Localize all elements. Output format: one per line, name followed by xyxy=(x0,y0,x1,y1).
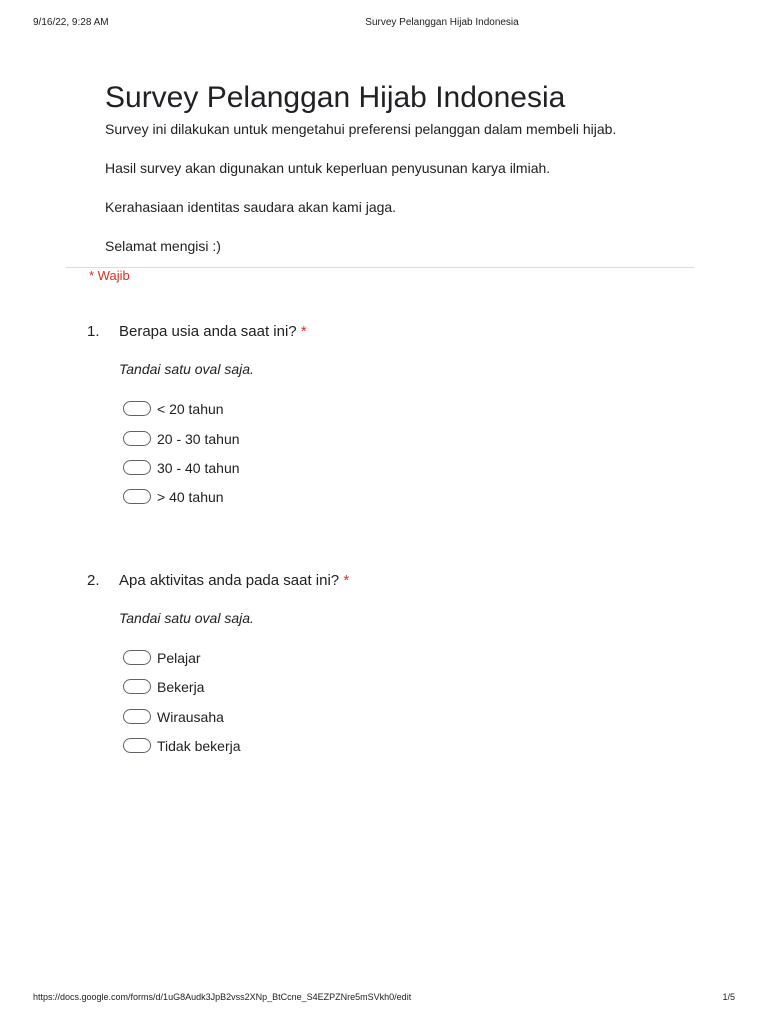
header-divider xyxy=(66,267,694,268)
radio-oval[interactable] xyxy=(123,401,151,416)
form-description-line: Kerahasiaan identitas saudara akan kami jaga. xyxy=(105,199,397,215)
option-label: 20 - 30 tahun xyxy=(157,431,240,447)
required-note: * Wajib xyxy=(89,268,130,283)
radio-oval[interactable] xyxy=(123,460,151,475)
form-description-line: Hasil survey akan digunakan untuk keperluan penyusunan karya ilmiah. xyxy=(105,160,551,176)
question-text: Berapa usia anda saat ini? * xyxy=(119,323,307,340)
radio-oval[interactable] xyxy=(123,679,151,694)
print-header xyxy=(0,17,768,33)
question-text: Apa aktivitas anda pada saat ini? * xyxy=(119,572,350,589)
radio-oval[interactable] xyxy=(123,709,151,724)
radio-oval[interactable] xyxy=(123,489,151,504)
print-date: 9/16/22, 9:28 AM xyxy=(33,17,109,28)
required-asterisk: * xyxy=(300,323,307,340)
page-number: 1/5 xyxy=(722,992,735,1002)
option-label: Bekerja xyxy=(157,679,205,695)
form-title: Survey Pelanggan Hijab Indonesia xyxy=(105,81,566,114)
form-description-line: Selamat mengisi :) xyxy=(105,238,221,254)
option-label: Wirausaha xyxy=(157,709,224,725)
question-number: 1. xyxy=(87,323,100,340)
option-label: Pelajar xyxy=(157,650,201,666)
radio-oval[interactable] xyxy=(123,431,151,446)
option-label: 30 - 40 tahun xyxy=(157,460,240,476)
option-label: < 20 tahun xyxy=(157,401,224,417)
form-description-line: Survey ini dilakukan untuk mengetahui preferensi pelanggan dalam membeli hijab. xyxy=(105,121,617,137)
radio-oval[interactable] xyxy=(123,650,151,665)
option-label: > 40 tahun xyxy=(157,489,224,505)
required-asterisk: * xyxy=(343,572,350,589)
question-instruction: Tandai satu oval saja. xyxy=(119,361,254,377)
radio-oval[interactable] xyxy=(123,738,151,753)
question-number: 2. xyxy=(87,572,100,589)
print-page-title: Survey Pelanggan Hijab Indonesia xyxy=(365,17,519,28)
option-label: Tidak bekerja xyxy=(157,738,241,754)
question-instruction: Tandai satu oval saja. xyxy=(119,610,254,626)
page-url: https://docs.google.com/forms/d/1uG8Audk3JpB2vss2XNp_BtCcne_S4EZPZNre5mSVkh0/edit xyxy=(33,992,412,1002)
